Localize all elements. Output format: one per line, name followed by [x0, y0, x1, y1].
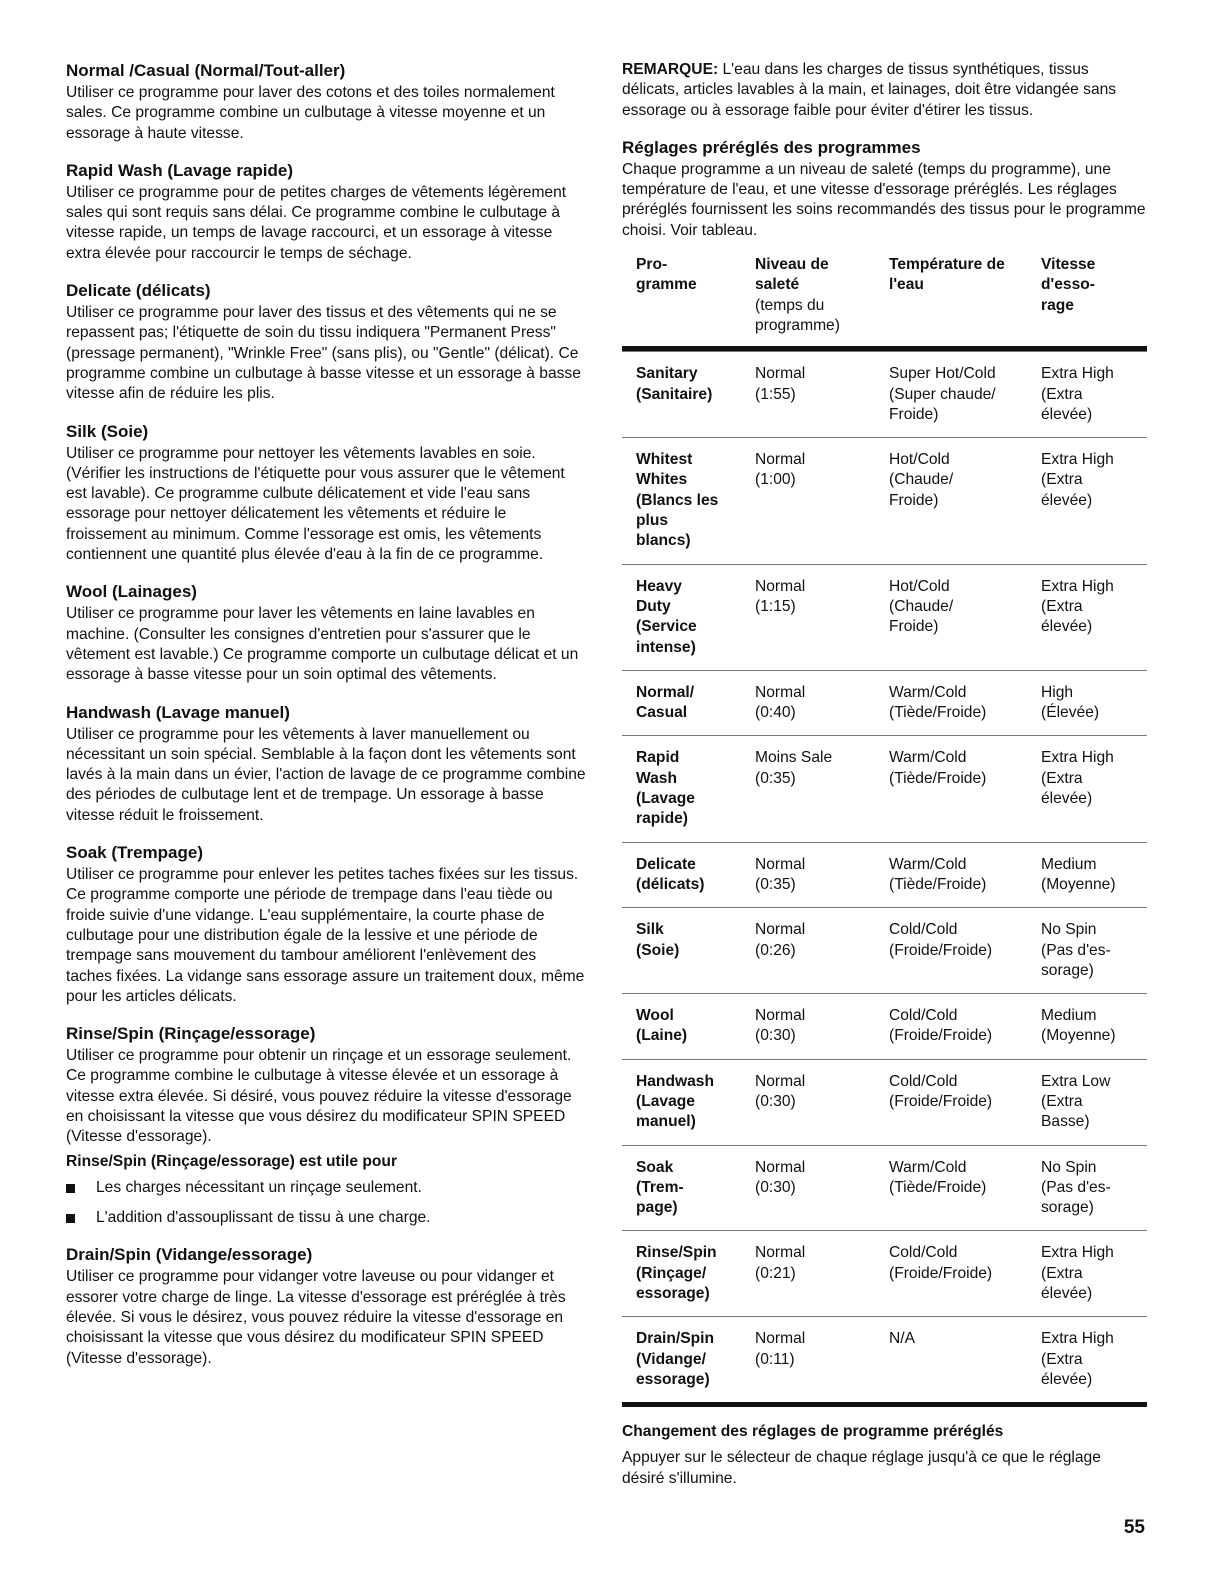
note-label: REMARQUE:: [622, 61, 719, 78]
cell-program: Drain/Spin (Vidange/ essorage): [636, 1330, 714, 1388]
cell-temp: Cold/Cold (Froide/Froide): [889, 1244, 993, 1282]
page-number: 55: [1123, 1517, 1145, 1538]
cell-program: Soak (Trem- page): [636, 1158, 684, 1217]
section-body: Utiliser ce programme pour de petites charges de vêtements légèrement sales qui sont requis sans délai. Ce programme combine le culbutage à vitesse rapide, un temps de lavage raccourci, et un essorage à vitesse extra élevée pour raccourcir le temps de séchage.: [66, 183, 567, 262]
cell-speed: Medium (Moyenne): [1041, 855, 1116, 893]
cell-program: Handwash (Lavage manuel): [636, 1072, 714, 1131]
cell-soil: Normal (1:55): [755, 365, 806, 403]
section-title: Handwash (Lavage manuel): [66, 702, 290, 722]
cell-speed: Medium (Moyenne): [1041, 1007, 1116, 1045]
section-body: Utiliser ce programme pour laver des cotons et des toiles normalement sales. Ce programme combine un culbutage à vitesse moyenne et un essorage à haute vitesse.: [66, 84, 555, 142]
header-speed: Vitesse d'esso- rage: [1041, 256, 1096, 314]
cell-soil: Normal (0:30): [755, 1158, 806, 1196]
table-row: [622, 842, 1147, 908]
left-column: [66, 60, 586, 1385]
cell-temp: N/A: [889, 1330, 915, 1348]
cell-soil: Normal (1:00): [755, 451, 806, 489]
cell-temp: Cold/Cold (Froide/Froide): [889, 1072, 993, 1110]
cell-speed: Extra High (Extra élevée): [1041, 577, 1114, 636]
cell-soil: Normal (0:11): [755, 1330, 806, 1368]
cell-program: Heavy Duty (Service intense): [636, 577, 697, 656]
cell-soil: Normal (0:26): [755, 921, 806, 959]
cell-temp: Super Hot/Cold (Super chaude/ Froide): [889, 365, 996, 423]
cell-soil: Normal (1:15): [755, 577, 806, 615]
section-body: Utiliser ce programme pour vidanger votre laveuse ou pour vidanger et essorer votre charge de linge. La vitesse d'essorage est préréglée à très élevée. Si vous le désirez, vous pouvez réduire la vitesse d'essorage en choisissant la vitesse que vous désirez du modificateur SPIN SPEED (Vitesse d'essorage).: [66, 1268, 566, 1367]
list-item: Les charges nécessitant un rinçage seulement.: [66, 1178, 586, 1198]
bullet-square-icon: [66, 1184, 75, 1193]
cell-speed: Extra High (Extra élevée): [1041, 365, 1114, 423]
list-item: L'addition d'assouplissant de tissu à une charge.: [66, 1208, 586, 1228]
section-title: Silk (Soie): [66, 421, 149, 441]
table-row: [622, 735, 1147, 841]
section-title: Drain/Spin (Vidange/essorage): [66, 1245, 313, 1265]
program-section: [66, 60, 586, 144]
section-title: Réglages préréglés des programmes: [622, 137, 921, 157]
section-title: Rinse/Spin (Rinçage/essorage): [66, 1024, 316, 1044]
cell-program: Silk (Soie): [636, 921, 680, 959]
right-column: [622, 60, 1147, 1489]
table-row: [622, 907, 1147, 993]
cell-program: Wool (Laine): [636, 1007, 688, 1045]
table-row: [622, 437, 1147, 563]
table-header-row: [622, 251, 1147, 351]
table-row: [622, 564, 1147, 670]
left-sections: [66, 60, 586, 1007]
cell-soil: Normal (0:21): [755, 1244, 806, 1282]
preset-table: [622, 251, 1147, 1407]
program-section: [66, 842, 586, 1007]
table-row: [622, 1145, 1147, 1231]
section-body: Utiliser ce programme pour obtenir un rinçage et un essorage seulement. Ce programme combine le culbutage à vitesse élevée et un essorage à vitesse extra élevée. Si désiré, vous pouvez réduire la vitesse d'essorage en choisissant la vitesse que vous désirez du modificateur SPIN SPEED (Vitesse d'essorage).: [66, 1047, 572, 1146]
cell-temp: Warm/Cold (Tiède/Froide): [889, 855, 987, 893]
note-text: L'eau dans les charges de tissus synthétiques, tissus délicats, articles lavables à la main, et lainages, doit être vidangée sans essorage ou à essorage faible pour éviter d'étirer les tissus.: [622, 61, 1117, 119]
section-body: Utiliser ce programme pour laver des tissus et des vêtements qui ne se repassent pas; l'étiquette de soin du tissu indiquera "Permanent Press" (pressage permanent), "Wrinkle Free" (sans plis), ou "Gentle" (délicat). Ce programme combine un culbutage à basse vitesse et un essorage à basse vitesse afin de réduire les plis.: [66, 304, 581, 403]
program-section: [66, 160, 586, 264]
cell-program: Sanitary (Sanitaire): [636, 365, 713, 403]
section-title: Delicate (délicats): [66, 281, 211, 301]
header-program: Pro- gramme: [636, 256, 697, 294]
cell-soil: Normal (0:40): [755, 683, 806, 722]
cell-temp: Cold/Cold (Froide/Froide): [889, 921, 993, 959]
cell-program: Rapid Wash (Lavage rapide): [636, 749, 695, 828]
cell-program: Whitest Whites (Blancs les plus blancs): [636, 451, 719, 550]
cell-speed: Extra Low (Extra Basse): [1041, 1072, 1111, 1131]
section-title: Rapid Wash (Lavage rapide): [66, 160, 294, 180]
cell-speed: Extra High (Extra élevée): [1041, 1244, 1114, 1303]
cell-temp: Hot/Cold (Chaude/ Froide): [889, 451, 954, 509]
table-row: [622, 351, 1147, 437]
cell-program: Delicate (délicats): [636, 855, 705, 893]
section-body: Utiliser ce programme pour enlever les petites taches fixées sur les tissus. Ce programme comporte une période de trempage dans l'eau tiède ou froide suivie d'une vidange. L'eau supplémentaire, la courte phase de culbutage pour une distribution égale de la lessive et une période de trempage sans mouvement du tambour améliorent l'enlèvement des taches fixées. La vidange sans essorage assure un traitement doux, même pour les articles délicats.: [66, 866, 585, 1005]
cell-soil: Normal (0:30): [755, 1007, 806, 1045]
section-title: Wool (Lainages): [66, 582, 197, 602]
cell-speed: High (Élevée): [1041, 683, 1100, 722]
section-body: Utiliser ce programme pour les vêtements à laver manuellement ou nécessitant un soin spécial. Semblable à la façon dont les vêtements sont lavés à la main dans un évier, l'action de lavage de ce programme combine des périodes de culbutage lent et de trempage. Un essorage à basse vitesse réduit le froissement.: [66, 725, 586, 824]
section-title: Changement des réglages de programme préréglés: [622, 1423, 1004, 1441]
cell-speed: No Spin (Pas d'es- sorage): [1041, 921, 1111, 979]
rinse-useful-heading: Rinse/Spin (Rinçage/essorage) est utile pour: [66, 1152, 398, 1170]
section-change-presets: [622, 1421, 1147, 1489]
cell-program: Rinse/Spin (Rinçage/ essorage): [636, 1244, 717, 1303]
cell-temp: Warm/Cold (Tiède/Froide): [889, 1158, 987, 1196]
cell-temp: Warm/Cold (Tiède/Froide): [889, 683, 987, 722]
cell-speed: Extra High (Extra élevée): [1041, 451, 1114, 509]
table-row: [622, 670, 1147, 736]
table-row: [622, 993, 1147, 1059]
cell-temp: Hot/Cold (Chaude/ Froide): [889, 577, 954, 636]
program-section: [66, 581, 586, 685]
program-section: [66, 421, 586, 566]
table-row: [622, 1316, 1147, 1402]
section-body: Utiliser ce programme pour laver les vêtements en laine lavables en machine. (Consulter les consignes d'entretien pour s'assurer que le vêtement est lavable.) Ce programme comporte un culbutage délicat et un essorage à basse vitesse pour un soin optimal des vêtements.: [66, 605, 579, 684]
table-row: [622, 1059, 1147, 1145]
rinse-bullet-list: [66, 1178, 586, 1229]
table-row: [622, 1230, 1147, 1316]
cell-temp: Warm/Cold (Tiède/Froide): [889, 749, 987, 787]
cell-program: Normal/ Casual: [636, 683, 695, 722]
cell-speed: Extra High (Extra élevée): [1041, 749, 1114, 808]
section-title: Soak (Trempage): [66, 843, 203, 863]
section-body: Utiliser ce programme pour nettoyer les vêtements lavables en soie. (Vérifier les instructions de l'étiquette pour vous assurer que le vêtement est lavable). Ce programme culbute délicatement et vide l'eau sans essorage pour nettoyer délicatement les vêtements et réduire le froissement au minimum. Comme l'essorage est omis, les vêtements contiennent une quantité plus élevée d'eau à la fin de ce programme.: [66, 444, 565, 564]
bullet-square-icon: [66, 1214, 75, 1223]
program-section: [66, 280, 586, 404]
section-drain-spin: [66, 1244, 586, 1368]
note-paragraph: [622, 60, 1147, 121]
cell-soil: Normal (0:35): [755, 855, 806, 893]
header-temp: Température de l'eau: [889, 256, 1005, 294]
program-section: [66, 702, 586, 826]
cell-soil: Normal (0:30): [755, 1072, 806, 1110]
table-body: [622, 351, 1147, 1402]
cell-speed: No Spin (Pas d'es- sorage): [1041, 1158, 1111, 1217]
cell-temp: Cold/Cold (Froide/Froide): [889, 1007, 993, 1045]
header-soil: Niveau de saleté (temps du programme): [755, 256, 840, 334]
section-presets: [622, 137, 1147, 241]
section-body: Appuyer sur le sélecteur de chaque réglage jusqu'à ce que le réglage désiré s'illumine.: [622, 1449, 1101, 1487]
section-body: Chaque programme a un niveau de saleté (temps du programme), une température de l'eau, et une vitesse d'essorage préréglés. Les réglages préréglés fournissent les soins recommandés des tissus pour le programme choisi. Voir tableau.: [622, 160, 1146, 239]
section-title: Normal /Casual (Normal/Tout-aller): [66, 61, 346, 80]
section-rinse-spin: [66, 1023, 586, 1228]
cell-soil: Moins Sale (0:35): [755, 749, 833, 787]
cell-speed: Extra High (Extra élevée): [1041, 1330, 1114, 1388]
